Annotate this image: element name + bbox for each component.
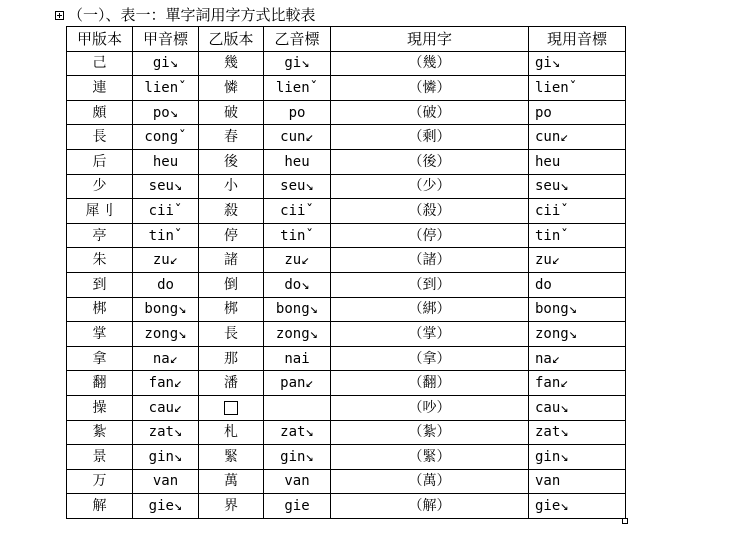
table-row bbox=[67, 420, 626, 445]
jia-phonetic-cell: do bbox=[133, 272, 199, 297]
current-char-cell: （停） bbox=[331, 223, 529, 248]
jia-char-cell: 朱 bbox=[67, 248, 133, 273]
table-row bbox=[67, 125, 626, 150]
yi-phonetic-cell: heu bbox=[264, 149, 331, 174]
header-cell: 甲版本 bbox=[67, 27, 133, 52]
jia-char-cell: 拿 bbox=[67, 346, 133, 371]
current-phonetic-cell: gi↘ bbox=[529, 51, 626, 76]
table-row bbox=[67, 100, 626, 125]
jia-phonetic-cell: congˇ bbox=[133, 125, 199, 150]
yi-phonetic-cell: bong↘ bbox=[264, 297, 331, 322]
header-cell: 甲音標 bbox=[133, 27, 199, 52]
table-row bbox=[67, 395, 626, 420]
comparison-table bbox=[66, 26, 626, 519]
table-row bbox=[67, 371, 626, 396]
table-row bbox=[67, 346, 626, 371]
jia-phonetic-cell: van bbox=[133, 469, 199, 494]
current-phonetic-cell: tinˇ bbox=[529, 223, 626, 248]
jia-char-cell: 后 bbox=[67, 149, 133, 174]
jia-phonetic-cell: ciiˇ bbox=[133, 199, 199, 224]
yi-char-cell: 停 bbox=[199, 223, 264, 248]
current-char-cell: （殺） bbox=[331, 199, 529, 224]
table-row bbox=[67, 149, 626, 174]
table-resize-handle-icon[interactable] bbox=[622, 518, 628, 524]
table-row bbox=[67, 174, 626, 199]
header-cell: 乙音標 bbox=[264, 27, 331, 52]
current-char-cell: （掌） bbox=[331, 322, 529, 347]
yi-phonetic-cell: po bbox=[264, 100, 331, 125]
jia-phonetic-cell: heu bbox=[133, 149, 199, 174]
jia-char-cell: 解 bbox=[67, 494, 133, 519]
current-phonetic-cell: gie↘ bbox=[529, 494, 626, 519]
current-phonetic-cell: na↙ bbox=[529, 346, 626, 371]
jia-char-cell: 万 bbox=[67, 469, 133, 494]
yi-char-cell: 長 bbox=[199, 322, 264, 347]
jia-char-cell: 連 bbox=[67, 76, 133, 101]
current-char-cell: （拿） bbox=[331, 346, 529, 371]
current-phonetic-cell: heu bbox=[529, 149, 626, 174]
yi-phonetic-cell: van bbox=[264, 469, 331, 494]
yi-phonetic-cell: nai bbox=[264, 346, 331, 371]
current-char-cell: （綁） bbox=[331, 297, 529, 322]
table-row bbox=[67, 494, 626, 519]
current-phonetic-cell: bong↘ bbox=[529, 297, 626, 322]
jia-phonetic-cell: gi↘ bbox=[133, 51, 199, 76]
jia-phonetic-cell: gie↘ bbox=[133, 494, 199, 519]
yi-phonetic-cell bbox=[264, 395, 331, 420]
yi-char-cell: 破 bbox=[199, 100, 264, 125]
current-char-cell: （少） bbox=[331, 174, 529, 199]
jia-char-cell: 景 bbox=[67, 445, 133, 470]
yi-char-cell: 潘 bbox=[199, 371, 264, 396]
yi-phonetic-cell: ciiˇ bbox=[264, 199, 331, 224]
yi-char-cell: 後 bbox=[199, 149, 264, 174]
jia-char-cell: 掌 bbox=[67, 322, 133, 347]
current-phonetic-cell: zat↘ bbox=[529, 420, 626, 445]
header-cell: 現用音標 bbox=[529, 27, 626, 52]
table-row bbox=[67, 76, 626, 101]
yi-char-cell: 春 bbox=[199, 125, 264, 150]
current-phonetic-cell: van bbox=[529, 469, 626, 494]
yi-phonetic-cell: gie bbox=[264, 494, 331, 519]
jia-char-cell: 梆 bbox=[67, 297, 133, 322]
current-phonetic-cell: zu↙ bbox=[529, 248, 626, 273]
yi-phonetic-cell: zong↘ bbox=[264, 322, 331, 347]
yi-char-cell: 緊 bbox=[199, 445, 264, 470]
yi-char-cell bbox=[199, 395, 264, 420]
jia-char-cell: 操 bbox=[67, 395, 133, 420]
table-row bbox=[67, 51, 626, 76]
table-row bbox=[67, 248, 626, 273]
current-phonetic-cell: ciiˇ bbox=[529, 199, 626, 224]
jia-char-cell: 己 bbox=[67, 51, 133, 76]
current-phonetic-cell: cau↘ bbox=[529, 395, 626, 420]
table-row bbox=[67, 322, 626, 347]
jia-phonetic-cell: tinˇ bbox=[133, 223, 199, 248]
current-phonetic-cell: cun↙ bbox=[529, 125, 626, 150]
current-char-cell: （剩） bbox=[331, 125, 529, 150]
jia-char-cell: 到 bbox=[67, 272, 133, 297]
jia-char-cell: 犀刂 bbox=[67, 199, 133, 224]
yi-phonetic-cell: gi↘ bbox=[264, 51, 331, 76]
yi-char-cell: 那 bbox=[199, 346, 264, 371]
yi-char-cell: 諸 bbox=[199, 248, 264, 273]
jia-char-cell: 長 bbox=[67, 125, 133, 150]
yi-phonetic-cell: lienˇ bbox=[264, 76, 331, 101]
jia-phonetic-cell: po↘ bbox=[133, 100, 199, 125]
yi-char-cell: 札 bbox=[199, 420, 264, 445]
jia-phonetic-cell: zong↘ bbox=[133, 322, 199, 347]
yi-phonetic-cell: gin↘ bbox=[264, 445, 331, 470]
current-phonetic-cell: do bbox=[529, 272, 626, 297]
current-phonetic-cell: gin↘ bbox=[529, 445, 626, 470]
table-row bbox=[67, 445, 626, 470]
yi-phonetic-cell: pan↙ bbox=[264, 371, 331, 396]
jia-char-cell: 頗 bbox=[67, 100, 133, 125]
missing-char-box bbox=[224, 401, 238, 415]
table-caption: （一）、表一：單字詞用字方式比較表 bbox=[68, 6, 316, 24]
current-phonetic-cell: lienˇ bbox=[529, 76, 626, 101]
jia-phonetic-cell: seu↘ bbox=[133, 174, 199, 199]
current-phonetic-cell: seu↘ bbox=[529, 174, 626, 199]
yi-phonetic-cell: tinˇ bbox=[264, 223, 331, 248]
table-row bbox=[67, 199, 626, 224]
current-char-cell: （緊） bbox=[331, 445, 529, 470]
current-char-cell: （幾） bbox=[331, 51, 529, 76]
current-phonetic-cell: zong↘ bbox=[529, 322, 626, 347]
jia-phonetic-cell: gin↘ bbox=[133, 445, 199, 470]
current-char-cell: （憐） bbox=[331, 76, 529, 101]
jia-phonetic-cell: zu↙ bbox=[133, 248, 199, 273]
jia-char-cell: 紮 bbox=[67, 420, 133, 445]
table-header-row bbox=[67, 27, 626, 52]
current-char-cell: （紮） bbox=[331, 420, 529, 445]
jia-phonetic-cell: fan↙ bbox=[133, 371, 199, 396]
table-row bbox=[67, 469, 626, 494]
yi-char-cell: 小 bbox=[199, 174, 264, 199]
table-row bbox=[67, 297, 626, 322]
table-row bbox=[67, 223, 626, 248]
yi-char-cell: 倒 bbox=[199, 272, 264, 297]
yi-char-cell: 幾 bbox=[199, 51, 264, 76]
header-cell: 現用字 bbox=[331, 27, 529, 52]
jia-phonetic-cell: bong↘ bbox=[133, 297, 199, 322]
jia-phonetic-cell: na↙ bbox=[133, 346, 199, 371]
current-char-cell: （翻） bbox=[331, 371, 529, 396]
jia-char-cell: 翻 bbox=[67, 371, 133, 396]
yi-phonetic-cell: cun↙ bbox=[264, 125, 331, 150]
yi-phonetic-cell: zat↘ bbox=[264, 420, 331, 445]
jia-phonetic-cell: cau↙ bbox=[133, 395, 199, 420]
yi-char-cell: 梆 bbox=[199, 297, 264, 322]
current-char-cell: （解） bbox=[331, 494, 529, 519]
table-move-handle-icon[interactable] bbox=[55, 11, 64, 20]
yi-char-cell: 界 bbox=[199, 494, 264, 519]
yi-char-cell: 萬 bbox=[199, 469, 264, 494]
jia-char-cell: 亭 bbox=[67, 223, 133, 248]
yi-char-cell: 殺 bbox=[199, 199, 264, 224]
current-char-cell: （萬） bbox=[331, 469, 529, 494]
yi-char-cell: 憐 bbox=[199, 76, 264, 101]
jia-phonetic-cell: lienˇ bbox=[133, 76, 199, 101]
current-char-cell: （吵） bbox=[331, 395, 529, 420]
header-cell: 乙版本 bbox=[199, 27, 264, 52]
current-char-cell: （破） bbox=[331, 100, 529, 125]
yi-phonetic-cell: seu↘ bbox=[264, 174, 331, 199]
jia-char-cell: 少 bbox=[67, 174, 133, 199]
current-phonetic-cell: po bbox=[529, 100, 626, 125]
yi-phonetic-cell: do↘ bbox=[264, 272, 331, 297]
current-char-cell: （諸） bbox=[331, 248, 529, 273]
current-phonetic-cell: fan↙ bbox=[529, 371, 626, 396]
jia-phonetic-cell: zat↘ bbox=[133, 420, 199, 445]
yi-phonetic-cell: zu↙ bbox=[264, 248, 331, 273]
current-char-cell: （後） bbox=[331, 149, 529, 174]
current-char-cell: （到） bbox=[331, 272, 529, 297]
table-row bbox=[67, 272, 626, 297]
